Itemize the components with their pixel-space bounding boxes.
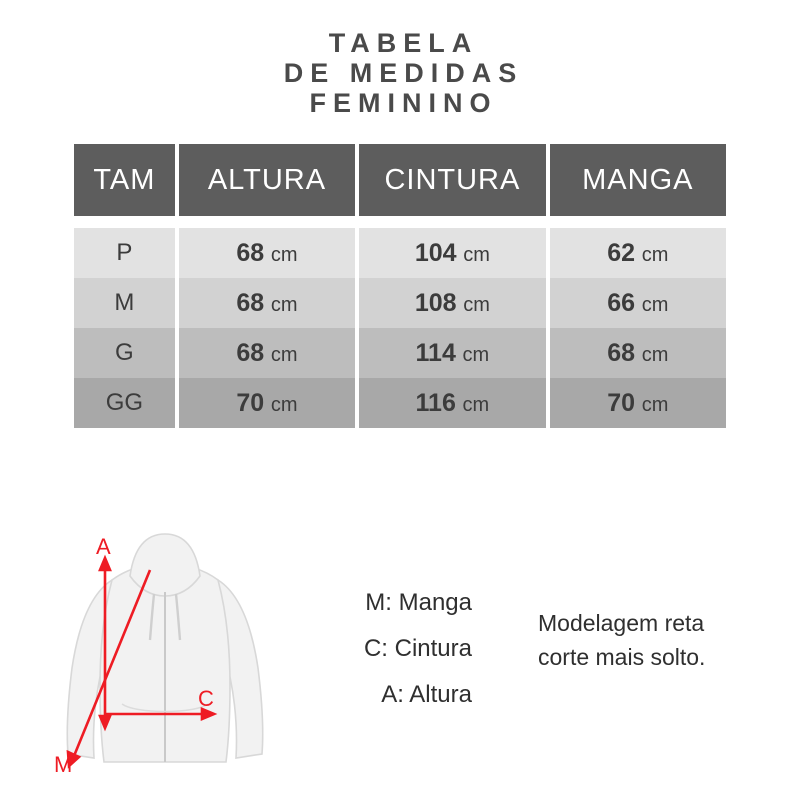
legend <box>322 580 472 718</box>
table-header-row <box>74 144 726 216</box>
page-title <box>0 0 800 118</box>
cell-cintura-unit: cm <box>463 243 490 266</box>
cell-manga-value: 66 <box>607 288 636 317</box>
table-row <box>74 228 726 278</box>
cell-manga <box>550 278 726 328</box>
cell-altura-unit: cm <box>270 343 298 366</box>
cell-tam: M <box>74 278 175 328</box>
table-spacer-row <box>74 216 726 228</box>
cell-altura-value: 70 <box>236 388 265 417</box>
cell-manga <box>550 228 726 278</box>
fit-note-line-1: Modelagem reta <box>538 610 705 636</box>
cell-manga-value: 62 <box>607 238 636 267</box>
marker-c: C <box>198 686 214 711</box>
cell-cintura <box>359 228 545 278</box>
fit-note-line-2: corte mais solto. <box>538 644 706 670</box>
cell-tam: GG <box>74 378 175 428</box>
marker-m: M <box>54 752 73 777</box>
cell-cintura-unit: cm <box>462 393 490 416</box>
cell-cintura-value: 104 <box>414 238 457 267</box>
column-header-cintura: CINTURA <box>359 144 545 216</box>
table-body <box>74 216 726 428</box>
cell-manga-unit: cm <box>641 393 669 416</box>
bottom-section <box>0 508 800 800</box>
cell-altura-unit: cm <box>270 293 298 316</box>
size-table-wrapper <box>70 144 730 428</box>
cell-manga-value: 70 <box>607 388 636 417</box>
column-header-manga: MANGA <box>550 144 726 216</box>
cell-altura <box>179 278 355 328</box>
title-line-2: DE MEDIDAS <box>283 58 524 88</box>
cell-cintura <box>359 278 545 328</box>
cell-altura <box>179 228 355 278</box>
cell-tam: G <box>74 328 175 378</box>
title-line-3: FEMININO <box>309 88 498 118</box>
table-row <box>74 328 726 378</box>
size-table <box>70 144 730 428</box>
cell-manga-value: 68 <box>607 338 636 367</box>
cell-tam: P <box>74 228 175 278</box>
title-line-1: TABELA <box>328 28 479 58</box>
legend-item-cintura: C: Cintura <box>363 635 472 662</box>
column-header-altura: ALTURA <box>179 144 355 216</box>
cell-altura <box>179 328 355 378</box>
cell-cintura-value: 108 <box>414 288 457 317</box>
cell-cintura <box>359 328 545 378</box>
cell-altura-unit: cm <box>270 243 298 266</box>
cell-manga <box>550 378 726 428</box>
cell-manga-unit: cm <box>641 243 669 266</box>
legend-item-altura: A: Altura <box>381 681 472 708</box>
cell-cintura-unit: cm <box>462 343 490 366</box>
cell-cintura <box>359 378 545 428</box>
table-row <box>74 378 726 428</box>
cell-manga <box>550 328 726 378</box>
cell-cintura-value: 114 <box>415 338 456 367</box>
fit-note <box>538 606 705 674</box>
hoodie-illustration <box>50 518 280 793</box>
cell-altura-unit: cm <box>270 393 298 416</box>
cell-cintura-unit: cm <box>463 293 490 316</box>
cell-altura-value: 68 <box>236 238 265 267</box>
marker-a: A <box>96 534 111 559</box>
cell-cintura-value: 116 <box>415 388 456 417</box>
cell-altura-value: 68 <box>236 338 265 367</box>
legend-item-manga: M: Manga <box>365 589 472 616</box>
cell-manga-unit: cm <box>641 293 669 316</box>
cell-altura-value: 68 <box>236 288 265 317</box>
column-header-tam: TAM <box>74 144 175 216</box>
cell-manga-unit: cm <box>641 343 669 366</box>
table-row <box>74 278 726 328</box>
cell-altura <box>179 378 355 428</box>
table-header <box>74 144 726 216</box>
